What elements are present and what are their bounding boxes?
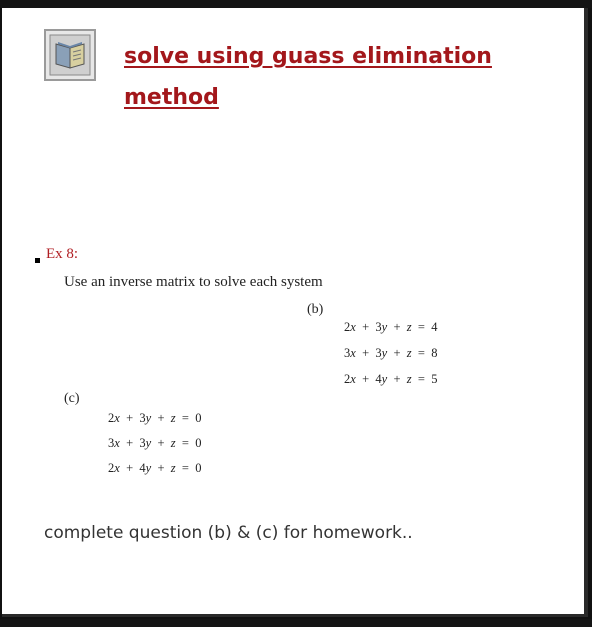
system-b-equation-2: 3x + 3y + z = 8 (344, 346, 438, 360)
system-c-label: (c) (64, 391, 80, 406)
homework-note: complete question (b) & (c) for homework.. (44, 523, 413, 543)
slide (2, 8, 588, 617)
example-label: Ex 8: (46, 246, 79, 262)
instruction-text: Use an inverse matrix to solve each system (64, 274, 323, 290)
system-b-equation-3: 2x + 4y + z = 5 (344, 372, 438, 386)
bullet-icon (35, 258, 40, 263)
system-c-equation-3: 2x + 4y + z = 0 (108, 461, 202, 475)
slide-bottom-edge (2, 614, 588, 617)
top-border (0, 0, 592, 8)
title-line-1: solve using guass elimination (124, 44, 492, 69)
system-b-label: (b) (307, 302, 324, 317)
slide-right-edge (584, 8, 588, 617)
system-b-equation-1: 2x + 3y + z = 4 (344, 320, 438, 334)
book-logo-icon (44, 29, 96, 81)
bottom-border (0, 619, 592, 627)
slide-title (124, 36, 544, 118)
title-line-2: method (124, 85, 219, 110)
system-c-equation-2: 3x + 3y + z = 0 (108, 436, 202, 450)
system-c-equation-1: 2x + 3y + z = 0 (108, 411, 202, 425)
